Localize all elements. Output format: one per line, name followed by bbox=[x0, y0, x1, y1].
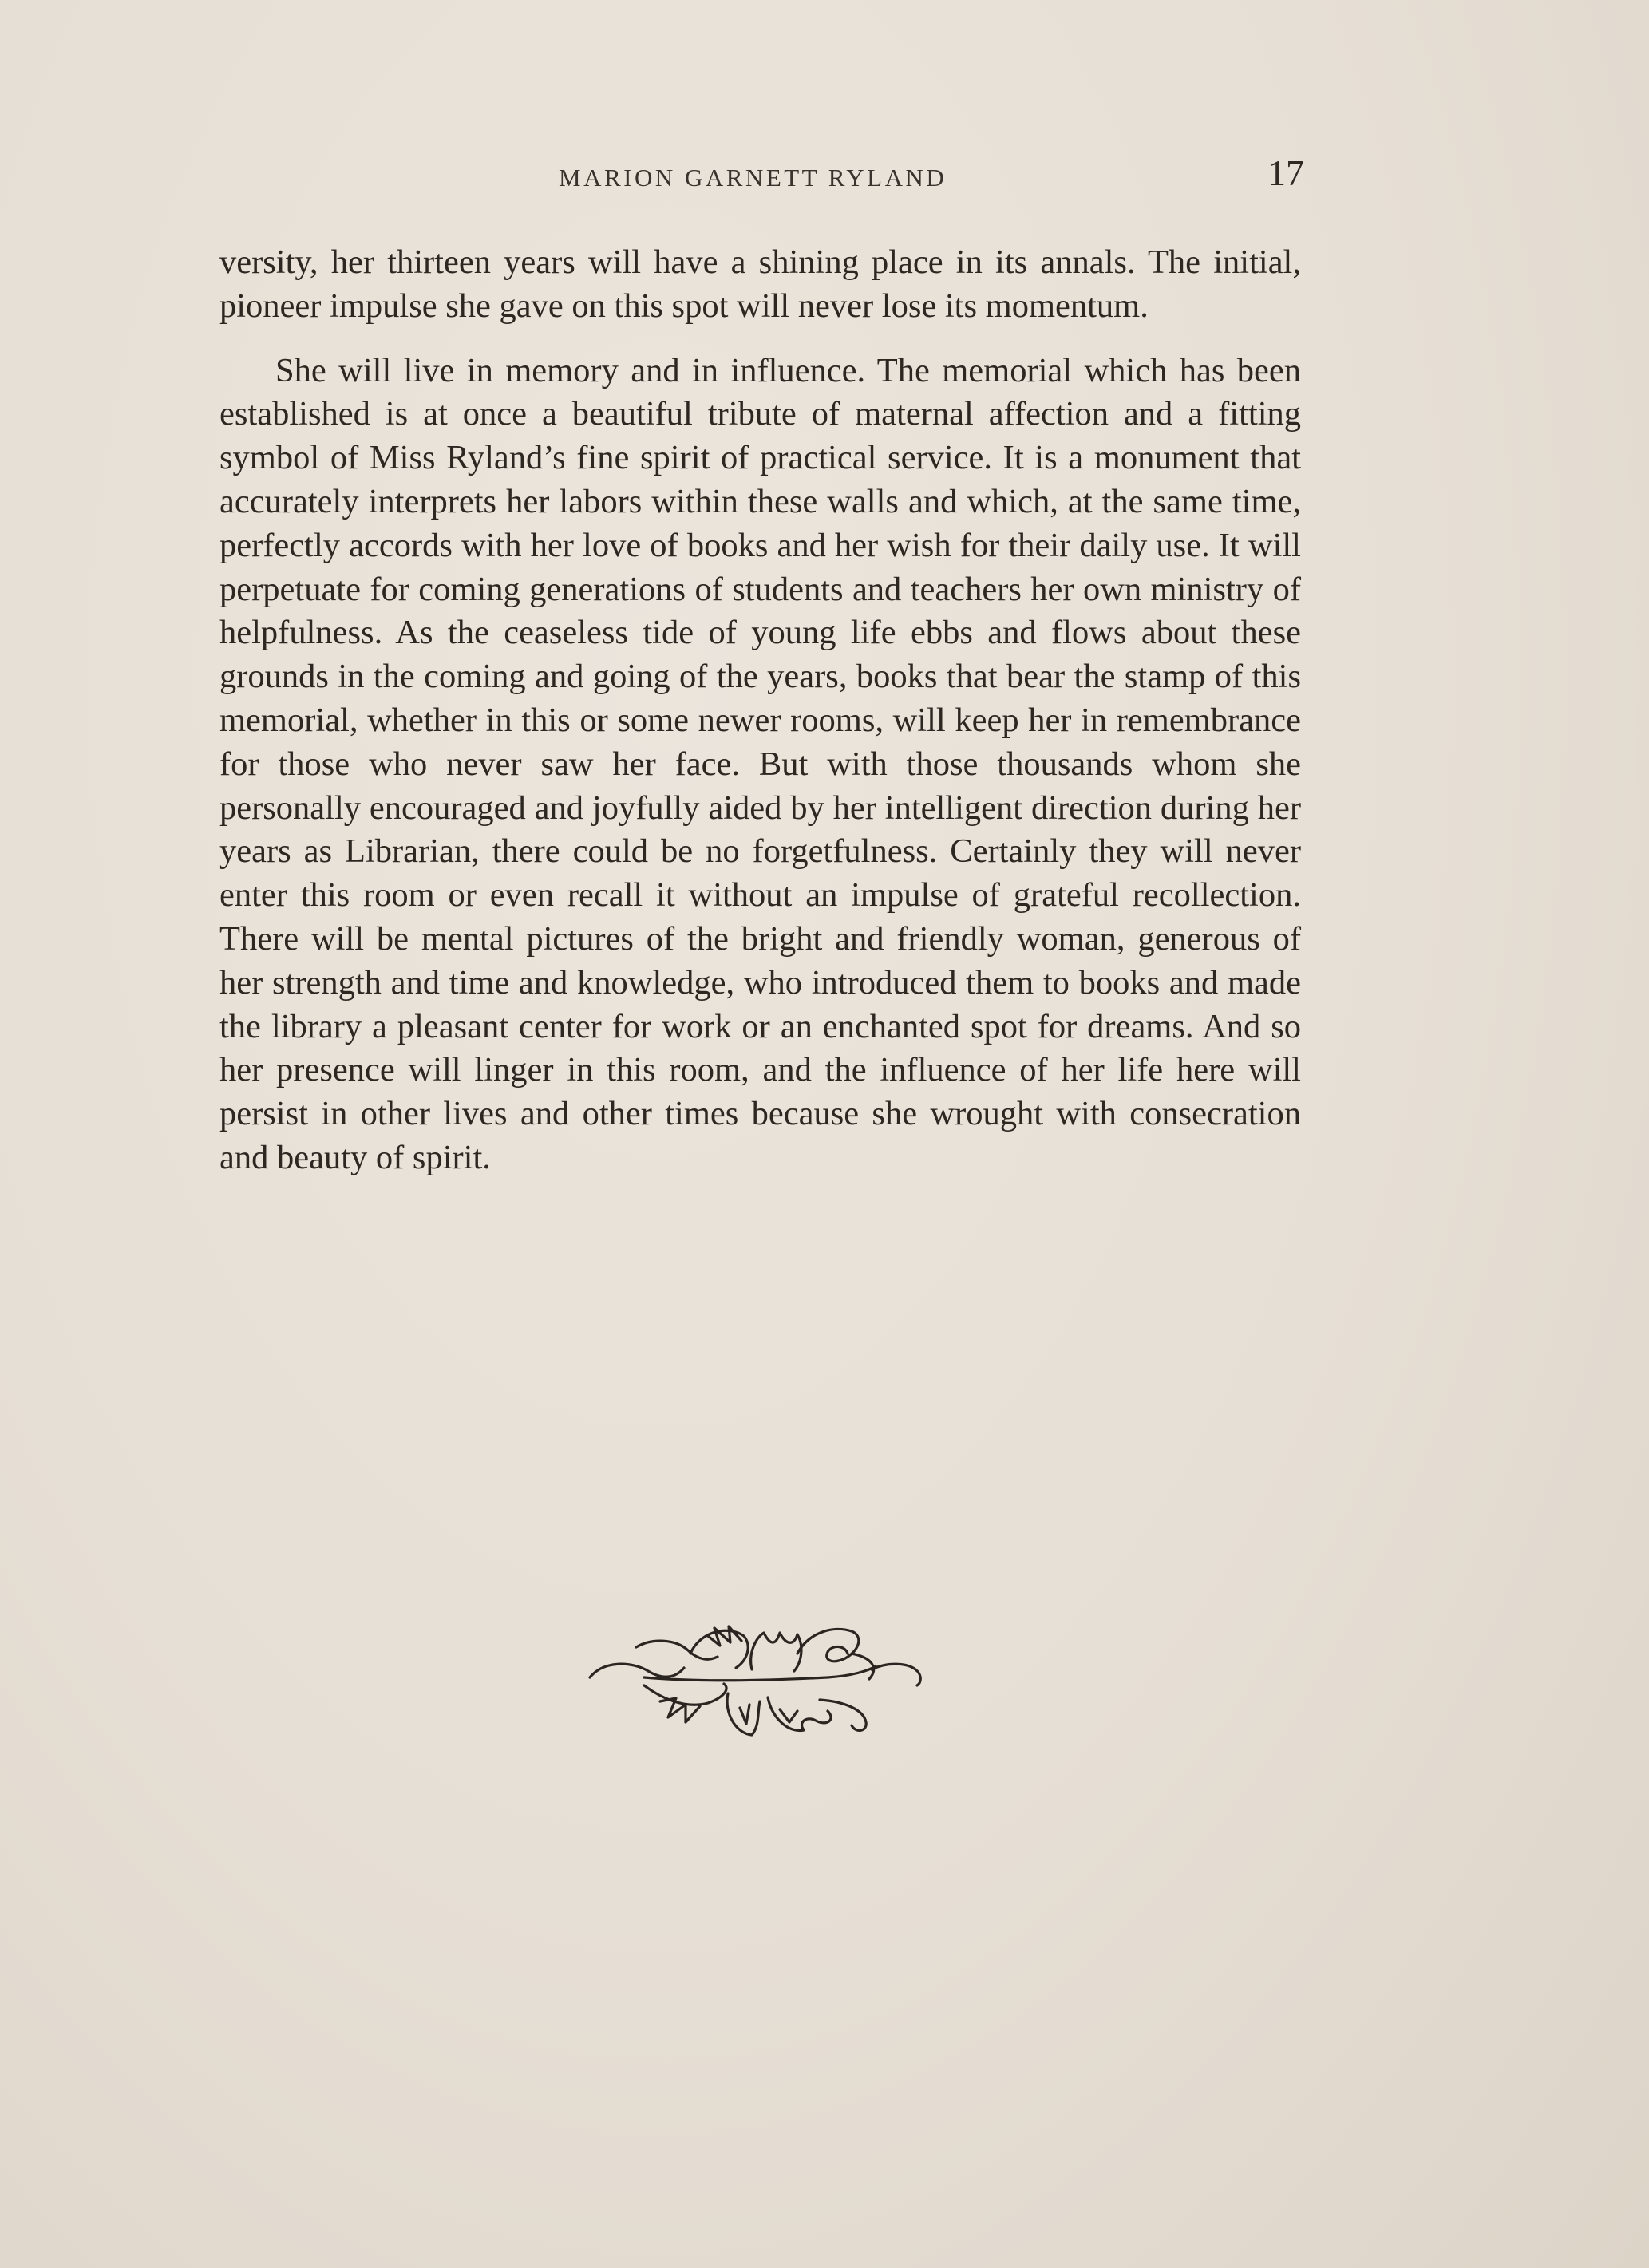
paragraph: She will live in memory and in influence. The memorial which has been established is at once a beautiful tribute of maternal affection and a fitting symbol of Miss Ryland’s fine spirit of practical service. It is a monument that accurately interprets her labors within these walls and which, at the same time, perfectly accords with her love of books and her wish for their daily use. It will perpetuate for coming generations of students and teachers her own ministry of helpfulness. As the ceaseless tide of young life ebbs and flows about these grounds in the coming and going of the years, books that bear the stamp of this memorial, whether in this or some newer rooms, will keep her in remembrance for those who never saw her face. But with those thousands whom she personally encouraged and joyfully aided by her intelligent direction during her years as Librarian, there could be no forgetfulness. Certainly they will never enter this room or even recall it without an impulse of grateful recollection. There will be mental pictures of the bright and friendly woman, generous of her strength and time and knowledge, who introduced them to books and made the library a pleasant center for work or an enchanted spot for dreams. And so her presence will linger in this room, and the influence of her life here will persist in other lives and other times because she wrought with consecration and beauty of spirit. bbox=[219, 351, 1301, 1176]
paragraph: versity, her thirteen years will have a shining place in its annals. The initial, pioneer impulse she gave on this spot will never lose its momentum. bbox=[219, 243, 1301, 325]
running-title: MARION GARNETT RYLAND bbox=[559, 164, 947, 192]
floral-ornament-icon bbox=[588, 1622, 927, 1741]
body-text bbox=[219, 241, 1301, 1180]
page-number: 17 bbox=[1267, 152, 1304, 193]
